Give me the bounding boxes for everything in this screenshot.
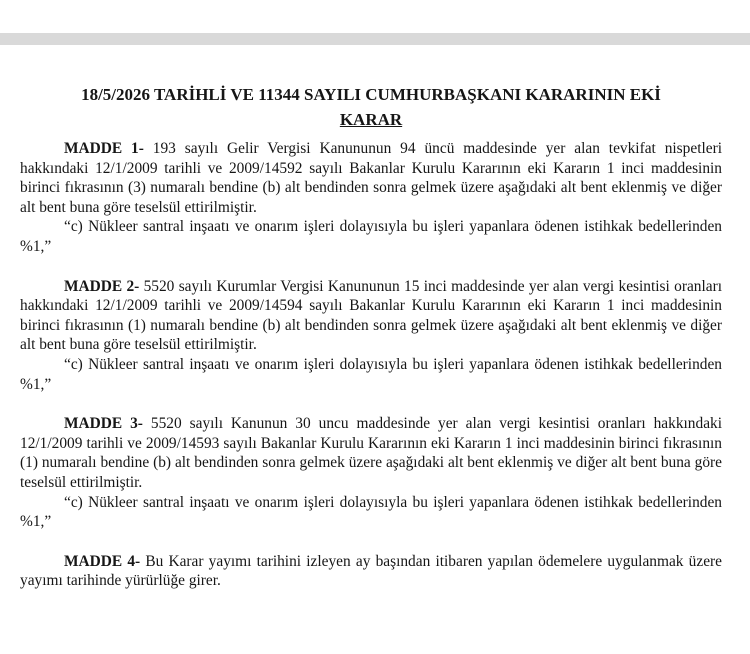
- article-4: [20, 552, 722, 591]
- article-1-body: [20, 139, 722, 217]
- article-4-label: MADDE 4-: [64, 552, 141, 570]
- article-1: [20, 139, 722, 257]
- article-2-quote: “c) Nükleer santral inşaatı ve onarım işleri dolayısıyla bu işleri yapanlara ödenen istihkak bedellerinden %1,”: [20, 355, 722, 393]
- title-line-2: KARAR: [339, 110, 403, 129]
- article-2: [20, 277, 722, 395]
- article-3-body: [20, 414, 722, 492]
- article-2-text: 5520 sayılı Kurumlar Vergisi Kanununun 15 inci maddesinde yer alan vergi kesintisi oranları hakkındaki 12/1/2009 tarihli ve 2009/14594 sayılı Bakanlar Kurulu Kararının eki Kararın 1 inci maddesinin birinci fıkrasının (1) numaralı bendine (b) alt bendinden sonra gelmek üzere aşağıdaki alt bent eklenmiş ve diğer alt bent buna göre teselsül ettirilmiştir.: [20, 277, 722, 354]
- article-2-body: [20, 277, 722, 355]
- top-toolbar-strip: [0, 33, 750, 45]
- document-page: [20, 82, 722, 591]
- article-2-label: MADDE 2-: [64, 277, 140, 295]
- article-3-label: MADDE 3-: [64, 415, 143, 433]
- document-title: [20, 82, 722, 132]
- article-3: [20, 414, 722, 532]
- article-4-body: [20, 552, 722, 591]
- article-4-text: Bu Karar yayımı tarihini izleyen ay başından itibaren yapılan ödemelere uygulanmak üzere yayımı tarihinde yürürlüğe girer.: [20, 552, 722, 590]
- article-1-text: 193 sayılı Gelir Vergisi Kanununun 94 üncü maddesinde yer alan tevkifat nispetleri hakkındaki 12/1/2009 tarihli ve 2009/14592 sayılı Bakanlar Kurulu Kararının eki Kararın 1 inci maddesinin birinci fıkrasının (3) numaralı bendine (b) alt bendinden sonra gelmek üzere aşağıdaki alt bent eklenmiş ve diğer alt bent buna göre teselsül ettirilmiştir.: [20, 140, 722, 216]
- article-3-text: 5520 sayılı Kanunun 30 uncu maddesinde yer alan vergi kesintisi oranları hakkındaki 12/1/2009 tarihli ve 2009/14593 sayılı Bakanlar Kurulu Kararının eki Kararın 1 inci maddesinin birinci fıkrasının (1) numaralı bendine (b) alt bendinden sonra gelmek üzere aşağıdaki alt bent eklenmiş ve diğer alt bent buna göre teselsül ettirilmiştir.: [20, 415, 722, 491]
- article-3-quote: “c) Nükleer santral inşaatı ve onarım işleri dolayısıyla bu işleri yapanlara ödenen istihkak bedellerinden %1,”: [20, 493, 722, 531]
- article-1-label: MADDE 1-: [64, 140, 144, 157]
- article-1-quote: “c) Nükleer santral inşaatı ve onarım işleri dolayısıyla bu işleri yapanlara ödenen istihkak bedellerinden %1,”: [20, 218, 722, 255]
- title-line-1: 18/5/2026 TARİHLİ VE 11344 SAYILI CUMHURBAŞKANI KARARININ EKİ: [81, 85, 661, 104]
